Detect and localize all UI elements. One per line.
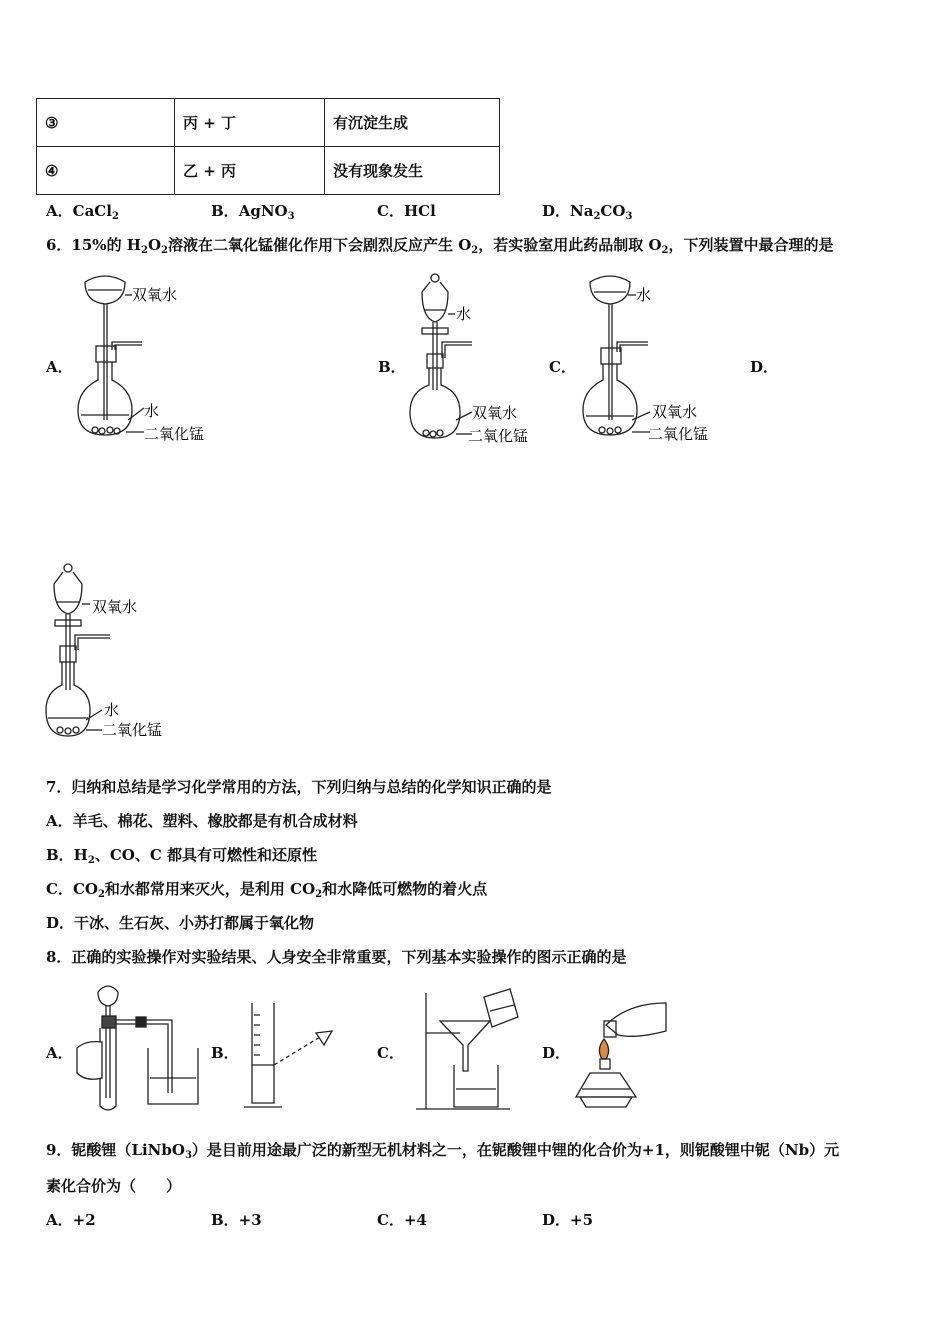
q8-figure-a xyxy=(72,978,202,1113)
label-water: 水 xyxy=(456,305,472,323)
q5-option-b: B．AgNO$_3$ xyxy=(211,202,295,222)
q7-option-c: C．$CO_2$和水都常用来灭火，是利用 $CO_2$和水降低可燃物的着火点 xyxy=(46,880,488,900)
row-number: ③ xyxy=(37,99,175,147)
label-mno2: 二氧化锰 xyxy=(144,425,205,443)
apparatus-c-figure xyxy=(580,270,740,450)
q6-label-c: C． xyxy=(549,358,576,376)
label-water: 水 xyxy=(104,701,120,719)
label-mno2: 二氧化锰 xyxy=(102,721,163,739)
q8-label-b: B． xyxy=(211,1044,239,1062)
q8-figure-b xyxy=(240,995,340,1113)
q7-option-a: A．羊毛、棉花、塑料、橡胶都是有机合成材料 xyxy=(46,812,358,830)
q8-figure-c xyxy=(410,985,530,1115)
q9-option-b: B．+3 xyxy=(211,1211,262,1229)
label-h2o2: 双氧水 xyxy=(652,403,698,421)
reaction-table xyxy=(36,98,500,195)
apparatus-b-figure xyxy=(400,270,560,450)
q8-stem: 8．正确的实验操作对实验结果、人身安全非常重要，下列基本实验操作的图示正确的是 xyxy=(46,948,627,966)
q5-option-d: D．$Na_2CO_3$ xyxy=(542,202,633,222)
label-mno2: 二氧化锰 xyxy=(648,425,709,443)
label-h2o2: 双氧水 xyxy=(472,404,518,422)
q5-option-c: C．HCl xyxy=(377,202,436,220)
q9-option-d: D．+5 xyxy=(542,1211,594,1229)
q6-stem: 6．15%的 $H_2O_2$溶液在二氧化锰催化作用下会剧烈反应产生 $O_2$，若实验室用此药品制取 $O_2$，下列装置中最合理的是 xyxy=(46,236,834,256)
apparatus-a-figure xyxy=(70,270,230,450)
label-h2o2: 双氧水 xyxy=(132,286,178,304)
q5-option-a: A．CaCl$_2$ xyxy=(46,202,119,222)
label-water: 水 xyxy=(144,402,160,420)
q9-line1: 9．铌酸锂（LiNbO$_3$）是目前用途最广泛的新型无机材料之一，在铌酸锂中锂的化合价为+1，则铌酸锂中铌（Nb）元 xyxy=(46,1141,840,1161)
apparatus-d-figure xyxy=(40,560,210,745)
row-result: 有沉淀生成 xyxy=(325,99,500,147)
q9-option-a: A．+2 xyxy=(46,1211,96,1229)
row-number: ④ xyxy=(37,147,175,195)
row-result: 没有现象发生 xyxy=(325,147,500,195)
q6-label-a: A． xyxy=(46,358,73,376)
label-water: 水 xyxy=(636,286,652,304)
table-row xyxy=(37,147,500,195)
label-h2o2: 双氧水 xyxy=(92,598,138,616)
q8-label-c: C． xyxy=(377,1044,404,1062)
label-mno2: 二氧化锰 xyxy=(468,427,529,445)
q9-line2: 素化合价为（ ） xyxy=(46,1177,182,1195)
table-row xyxy=(37,99,500,147)
q7-stem: 7．归纳和总结是学习化学常用的方法，下列归纳与总结的化学知识正确的是 xyxy=(46,778,552,796)
row-pair: 丙 + 丁 xyxy=(175,99,325,147)
q6-label-d: D． xyxy=(750,358,779,376)
q8-label-a: A． xyxy=(46,1044,73,1062)
q8-figure-d xyxy=(566,995,676,1113)
q6-label-b: B． xyxy=(378,358,406,376)
q7-option-d: D．干冰、生石灰、小苏打都属于氧化物 xyxy=(46,914,315,932)
q8-label-d: D． xyxy=(542,1044,571,1062)
q9-option-c: C．+4 xyxy=(377,1211,427,1229)
row-pair: 乙 + 丙 xyxy=(175,147,325,195)
q7-option-b: B．$H_2$、CO、C 都具有可燃性和还原性 xyxy=(46,846,317,866)
